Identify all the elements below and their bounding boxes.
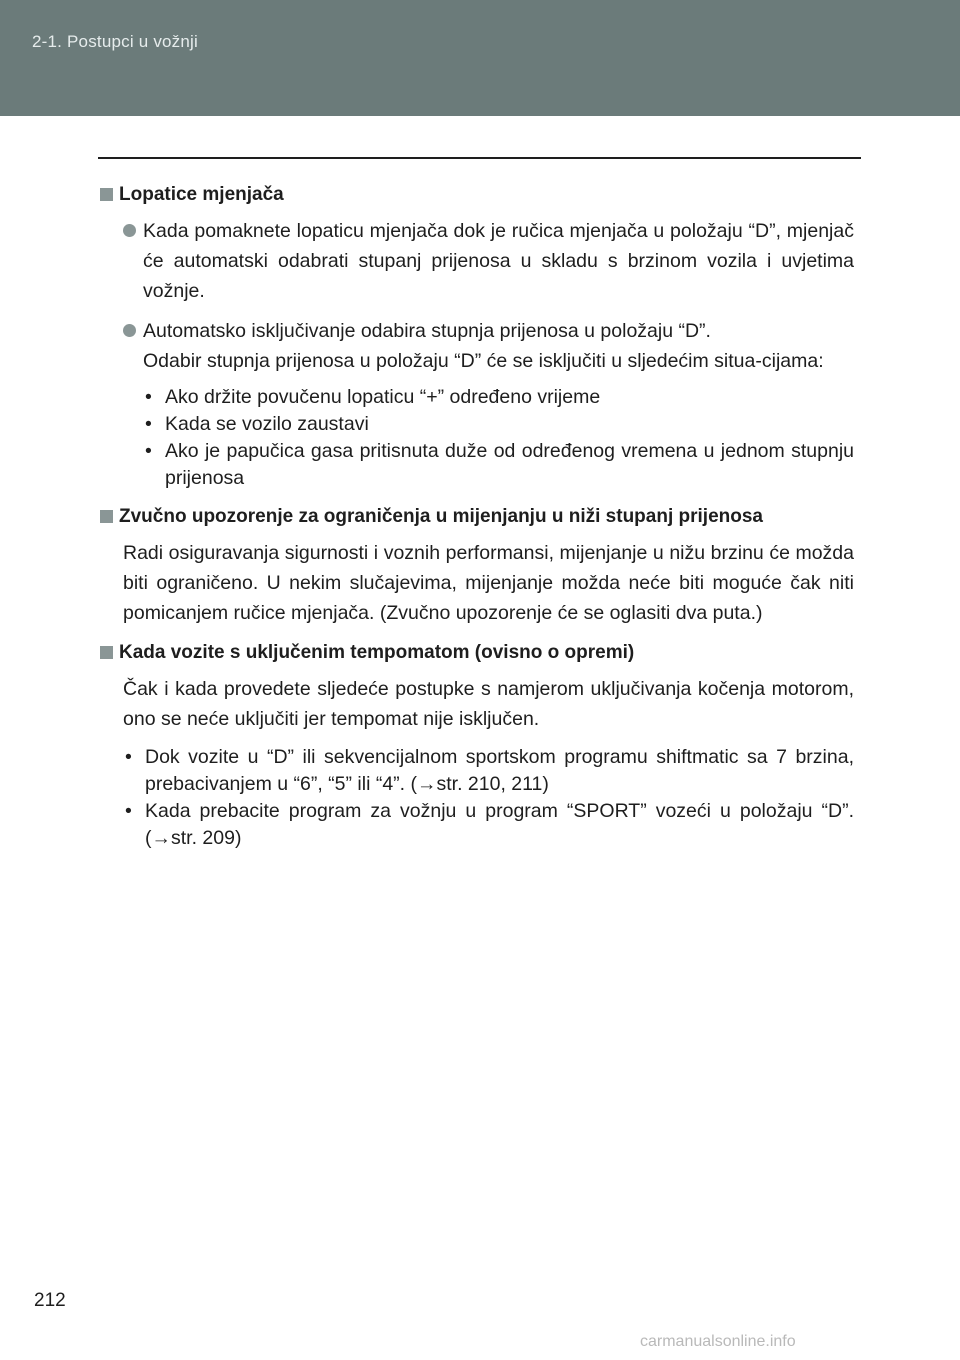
header-band xyxy=(0,0,960,116)
list-item: • Kada se vozilo zaustavi xyxy=(143,411,854,438)
list-item: • Kada prebacite program za vožnju u program “SPORT” vozeći u položaju “D”. (→str. 209) xyxy=(123,798,854,852)
circle-bullet-icon xyxy=(123,224,136,237)
bullet-text-continued: Odabir stupnja prijenosa u položaju “D” će se isključiti u sljedećim situa-cijama: xyxy=(143,350,824,372)
section-paragraph: Čak i kada provedete sljedeće postupke s namjerom uključivanja kočenja motorom, ono se neće uključiti jer tempomat nije isključen. xyxy=(123,678,854,730)
square-bullet-icon xyxy=(100,510,113,523)
list-item: • Ako je papučica gasa pritisnuta duže od određenog vremena u jednom stupnju prijenosa xyxy=(143,438,854,492)
section-title: 2-1. Postupci u vožnji xyxy=(32,32,198,51)
section-heading xyxy=(100,638,854,668)
bullet-item xyxy=(100,216,854,306)
sub-list xyxy=(143,384,854,492)
page-content xyxy=(100,180,854,860)
page-number: 212 xyxy=(34,1290,66,1311)
top-rule xyxy=(98,157,861,159)
list-item: • Dok vozite u “D” ili sekvencijalnom sportskom programu shiftmatic sa 7 brzina, prebacivanjem u “6”, “5” ili “4”. (→str. 210, 211) xyxy=(123,744,854,798)
section-lopatice xyxy=(100,180,854,492)
section-tempomat xyxy=(100,638,854,852)
bullet-body xyxy=(143,216,854,306)
section-heading-text: Zvučno upozorenje za ograničenja u mijenjanju u niži stupanj prijenosa xyxy=(119,506,763,527)
sub-list xyxy=(100,744,854,852)
watermark: carmanualsonline.info xyxy=(640,1333,796,1350)
section-heading xyxy=(100,502,854,532)
bullet-text: Automatsko isključivanje odabira stupnja prijenosa u položaju “D”. xyxy=(143,320,711,342)
bullet-text: Kada pomaknete lopaticu mjenjača dok je ručica mjenjača u položaju “D”, mjenjač će automatski odabrati stupanj prijenosa u skladu s brzinom vozila i uvjetima vožnje. xyxy=(143,220,854,302)
bullet-item xyxy=(100,316,854,492)
section-zvucno-upozorenje xyxy=(100,502,854,628)
bullet-body xyxy=(143,316,854,492)
circle-bullet-icon xyxy=(123,324,136,337)
square-bullet-icon xyxy=(100,646,113,659)
section-paragraph: Radi osiguravanja sigurnosti i voznih performansi, mijenjanje u nižu brzinu će možda biti ograničeno. U nekim slučajevima, mijenjanje možda neće biti moguće čak niti pomicanjem ručice mjenjača. (Zvučno upozorenje će se oglasiti dva puta.) xyxy=(123,542,854,624)
square-bullet-icon xyxy=(100,188,113,201)
list-item: • Ako držite povučenu lopaticu “+” određeno vrijeme xyxy=(143,384,854,411)
section-heading xyxy=(100,180,854,210)
section-heading-text: Lopatice mjenjača xyxy=(119,184,284,205)
section-heading-text: Kada vozite s uključenim tempomatom (ovisno o opremi) xyxy=(119,642,635,663)
